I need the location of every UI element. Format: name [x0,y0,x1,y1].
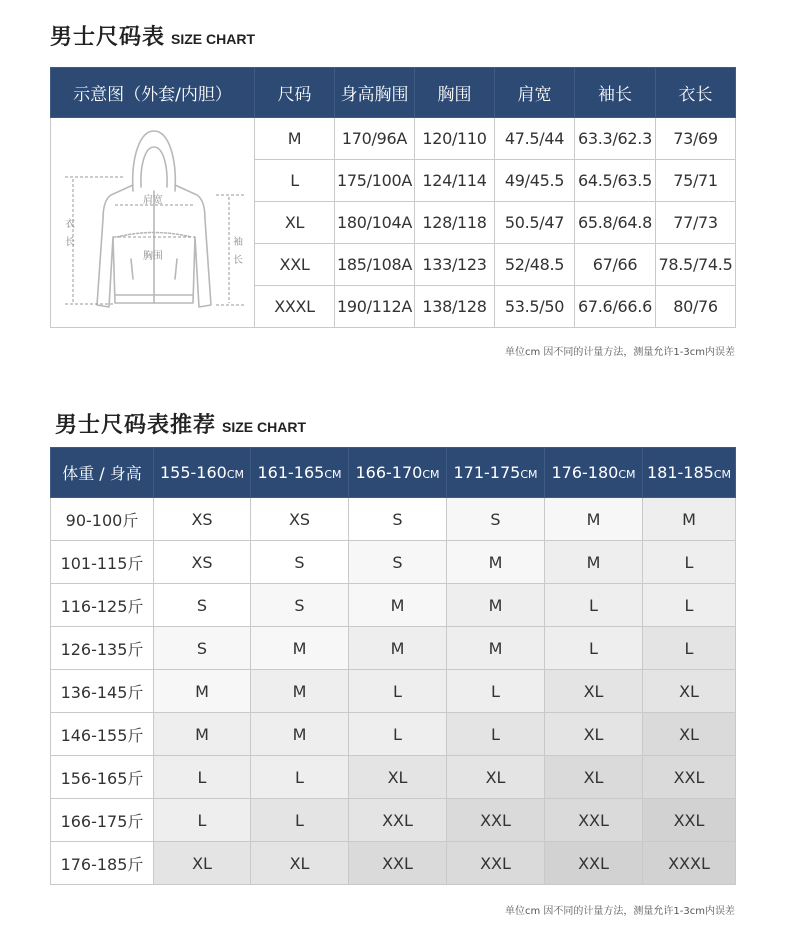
recommended-size-cell: XL [154,842,251,885]
height-unit-label: CM [618,468,636,481]
recommend-title-en: SIZE CHART [222,419,307,435]
height-unit-label: CM [520,468,538,481]
recommended-size-cell: XL [643,670,736,713]
header-height-range [251,448,349,498]
recommended-size-cell: M [251,670,349,713]
header-diagram: 示意图（外套/内胆） [51,68,255,118]
recommended-size-cell: M [154,713,251,756]
height-chest-cell: 175/100A [335,160,415,202]
height-range-label: 161-165 [257,463,325,482]
shoulder-cell: 53.5/50 [495,286,575,328]
header-length: 衣长 [656,68,736,118]
recommend-table [50,447,736,885]
recommended-size-cell: XXL [545,842,643,885]
jacket-diagram [51,119,255,327]
recommend-row [51,670,736,713]
recommended-size-cell: XXL [643,799,736,842]
length-cell: 77/73 [656,202,736,244]
recommended-size-cell: L [251,799,349,842]
diagram-label-sleeve [233,235,243,266]
shoulder-cell: 50.5/47 [495,202,575,244]
recommended-size-cell: M [349,627,447,670]
recommended-size-cell: M [447,627,545,670]
recommended-size-cell: XL [643,713,736,756]
recommended-size-cell: S [154,627,251,670]
height-range-label: 171-175 [453,463,521,482]
diagram-label-shoulder: 肩宽 [143,194,163,206]
header-height-range [447,448,545,498]
recommended-size-cell: XXL [643,756,736,799]
header-height-range [643,448,736,498]
recommended-size-cell: XS [251,498,349,541]
recommended-size-cell: S [349,541,447,584]
weight-cell: 101-115斤 [51,541,154,584]
recommended-size-cell: M [251,627,349,670]
size-chart-note: 单位cm 因不同的计量方法，测量允许1-3cm内误差 [505,347,735,358]
diagram-label-chest: 胸围 [143,250,163,262]
size-chart-header-row [51,68,736,118]
recommended-size-cell: XXL [349,799,447,842]
recommended-size-cell: XL [251,842,349,885]
size-chart-title-en: SIZE CHART [171,31,256,47]
recommended-size-cell: M [251,713,349,756]
length-cell: 75/71 [656,160,736,202]
weight-cell: 90-100斤 [51,498,154,541]
shoulder-cell: 52/48.5 [495,244,575,286]
recommended-size-cell: XS [154,541,251,584]
diagram-label-length-1: 衣 [65,218,75,230]
recommended-size-cell: S [447,498,545,541]
weight-cell: 136-145斤 [51,670,154,713]
recommend-row [51,842,736,885]
height-unit-label: CM [713,468,732,481]
size-chart-title-cn: 男士尺码表 [50,25,166,50]
recommended-size-cell: L [545,584,643,627]
recommended-size-cell: M [545,498,643,541]
recommended-size-cell: L [447,670,545,713]
weight-cell: 176-185斤 [51,842,154,885]
recommended-size-cell: L [349,670,447,713]
recommended-size-cell: L [447,713,545,756]
chest-cell: 128/118 [415,202,495,244]
size-chart-title [50,20,255,51]
height-range-label: 176-180 [551,463,619,482]
header-shoulder: 肩宽 [495,68,575,118]
sleeve-cell: 64.5/63.5 [575,160,656,202]
recommended-size-cell: XXL [545,799,643,842]
recommend-row [51,498,736,541]
recommended-size-cell: XL [545,670,643,713]
recommended-size-cell: S [349,498,447,541]
length-cell: 78.5/74.5 [656,244,736,286]
chest-cell: 133/123 [415,244,495,286]
length-cell: 80/76 [656,286,736,328]
recommended-size-cell: L [349,713,447,756]
header-sleeve: 袖长 [575,68,656,118]
chest-cell: 124/114 [415,160,495,202]
recommend-row [51,756,736,799]
diagram-label-sleeve-2: 长 [233,254,243,266]
length-cell: 73/69 [656,118,736,160]
weight-cell: 146-155斤 [51,713,154,756]
size-row [51,118,736,160]
weight-cell: 116-125斤 [51,584,154,627]
size-cell: M [255,118,335,160]
recommend-title-cn: 男士尺码表推荐 [55,413,217,438]
recommended-size-cell: M [447,541,545,584]
recommended-size-cell: S [154,584,251,627]
recommended-size-cell: XXXL [643,842,736,885]
recommended-size-cell: XXL [447,799,545,842]
recommend-row [51,541,736,584]
height-range-label: 155-160 [159,463,227,482]
recommended-size-cell: XL [545,713,643,756]
header-chest: 胸围 [415,68,495,118]
size-cell: XXXL [255,286,335,328]
recommended-size-cell: M [154,670,251,713]
sleeve-cell: 63.3/62.3 [575,118,656,160]
height-unit-label: CM [422,468,440,481]
header-height-range [154,448,251,498]
height-chest-cell: 170/96A [335,118,415,160]
recommend-row [51,713,736,756]
diagram-label-length-2: 长 [65,236,75,248]
shoulder-cell: 47.5/44 [495,118,575,160]
recommended-size-cell: S [251,541,349,584]
recommended-size-cell: L [643,541,736,584]
height-chest-cell: 190/112A [335,286,415,328]
recommended-size-cell: S [251,584,349,627]
size-chart-table [50,67,736,328]
recommended-size-cell: L [154,799,251,842]
recommended-size-cell: XL [545,756,643,799]
shoulder-cell: 49/45.5 [495,160,575,202]
recommend-note: 单位cm 因不同的计量方法，测量允许1-3cm内误差 [505,906,735,917]
weight-cell: 166-175斤 [51,799,154,842]
recommend-row [51,584,736,627]
header-weight-height: 体重 / 身高 [51,448,154,498]
diagram-label-sleeve-1: 袖 [233,236,243,248]
recommended-size-cell: M [447,584,545,627]
recommended-size-cell: XXL [349,842,447,885]
header-height-range [349,448,447,498]
recommended-size-cell: M [545,541,643,584]
diagram-label-length [65,217,75,248]
weight-cell: 156-165斤 [51,756,154,799]
recommended-size-cell: L [251,756,349,799]
recommended-size-cell: XL [349,756,447,799]
weight-cell: 126-135斤 [51,627,154,670]
recommend-header-row [51,448,736,498]
header-height-chest: 身高胸围 [335,68,415,118]
size-cell: XXL [255,244,335,286]
chest-cell: 138/128 [415,286,495,328]
recommend-row [51,627,736,670]
recommend-title [55,408,306,439]
height-range-label: 181-185 [646,463,714,482]
recommended-size-cell: XXL [447,842,545,885]
size-cell: L [255,160,335,202]
height-chest-cell: 180/104A [335,202,415,244]
height-chest-cell: 185/108A [335,244,415,286]
height-unit-label: CM [324,468,342,481]
height-range-label: 166-170 [355,463,423,482]
sleeve-cell: 67/66 [575,244,656,286]
recommended-size-cell: L [545,627,643,670]
recommended-size-cell: L [643,584,736,627]
recommended-size-cell: XL [447,756,545,799]
chest-cell: 120/110 [415,118,495,160]
recommend-row [51,799,736,842]
recommended-size-cell: M [643,498,736,541]
sleeve-cell: 67.6/66.6 [575,286,656,328]
sleeve-cell: 65.8/64.8 [575,202,656,244]
header-size: 尺码 [255,68,335,118]
recommended-size-cell: M [349,584,447,627]
recommended-size-cell: L [154,756,251,799]
diagram-cell [51,118,255,328]
recommended-size-cell: L [643,627,736,670]
header-height-range [545,448,643,498]
recommended-size-cell: XS [154,498,251,541]
height-unit-label: CM [226,468,245,481]
size-cell: XL [255,202,335,244]
